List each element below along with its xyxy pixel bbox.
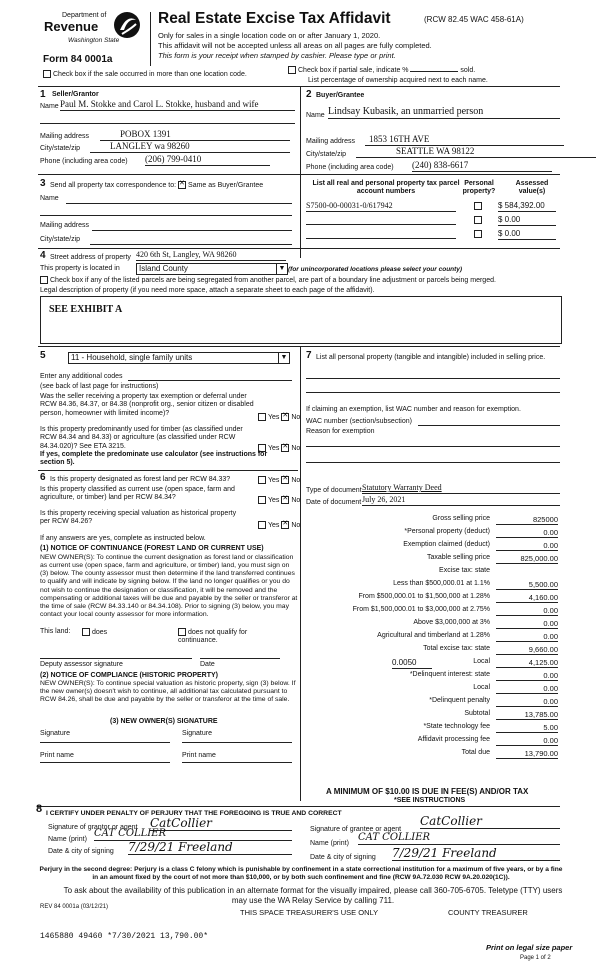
tax-row2-2-label: *Delinquent penalty [429, 697, 490, 704]
personal-property-check[interactable] [474, 202, 482, 210]
local-rate-field[interactable]: 0.0050 [392, 658, 432, 669]
revenue-logo [40, 10, 142, 50]
predominant-use-note: If yes, complete the predominate use calculator (see instructions for section 5). [40, 451, 268, 467]
multi-location-check[interactable]: Check box if the sale occurred in more than one location code. [43, 70, 247, 79]
tax-row-6-label: From $500,000.01 to $1,500,000 at 1.28% [358, 593, 490, 600]
grantee-name-label: Name (print) [310, 840, 349, 847]
tax-row2-0-label: *Delinquent interest: state [409, 671, 490, 678]
tax-row-1-value[interactable]: 0.00 [496, 528, 558, 538]
segregated-check[interactable]: Check box if any of the listed parcels are being segregated from another parcel, are part of a boundary line adjustment or parcels being merged. [40, 276, 560, 285]
grantor-signature[interactable]: CatCollier [150, 816, 292, 831]
tax-row2-5-value[interactable]: 0.00 [496, 736, 558, 746]
seller-heading: Seller/Grantor [52, 91, 99, 98]
parcel-number[interactable] [306, 229, 456, 239]
chevron-down-icon: ▼ [276, 264, 287, 274]
buyer-name-label: Name [306, 112, 325, 119]
owner-signature-label-1: Signature [40, 730, 70, 737]
tax-row-7-value[interactable]: 0.00 [496, 606, 558, 616]
see-instructions: *SEE INSTRUCTIONS [394, 797, 466, 804]
tax-row-1-label: *Personal property (deduct) [404, 528, 490, 535]
grantor-name-field[interactable]: CAT COLLIER [94, 828, 292, 841]
section3-name-label: Name [40, 195, 59, 202]
grantor-date-field[interactable]: 7/29/21 Freeland [128, 840, 292, 855]
legal-size-note: Print on legal size paper [486, 943, 573, 952]
unincorp-note: (for unincorporated locations please select your county) [288, 266, 463, 273]
treasurer-use: THIS SPACE TREASURER'S USE ONLY [240, 908, 379, 917]
q-current-use: Is this property classified as current use (open space, farm and agriculture, or timber) land per RCW 84.34? [40, 486, 235, 502]
doc-date-field[interactable]: July 26, 2021 [362, 495, 560, 506]
grantee-name-field[interactable]: CAT COLLIER [358, 832, 560, 845]
header-note-1: Only for sales in a single location code on or after January 1, 2020. [158, 31, 381, 40]
tax-row-5-label: Less than $500,000.01 at 1.1% [393, 580, 490, 587]
notice-continuance-title: (1) NOTICE OF CONTINUANCE (FOREST LAND OR CURRENT USE) [40, 545, 264, 552]
notice-continuance-text: NEW OWNER(S): To continue the current designation as forest land or classification as current use (open space, farm and agriculture, or timber) land, you must sign on (3) below. The county assessor must then determine if the land transferred continues to qualify and will indicate by signing below. If the land no longer qualifies or you do not wish to continue the designation or classification, it will be removed and the compensating or additional taxes will be due and payable by the seller or transferor at the time of sale (RCW 84.33.140 or 84.34.108). Prior to signing (3) below, you may contact your local county assessor for more information. [40, 554, 298, 619]
parcels-heading: List all real and personal property tax parcel account numbers [312, 180, 460, 196]
tax-row2-1-label: Local [473, 684, 490, 691]
personal-property-header: Personal property? [462, 180, 496, 196]
header-note-2: This affidavit will not be accepted unless all areas on all pages are fully completed. [158, 41, 432, 50]
tax-row-9-value[interactable]: 0.00 [496, 632, 558, 642]
q-timber-agriculture: Is this property predominantly used for timber (as classified under RCW 84.34 and 84.33) or agriculture (as classified under RCW 84.34.020)? See ETA 3215. [40, 426, 243, 450]
grantor-name-label: Name (print) [48, 836, 87, 843]
owner-signature-label-2: Signature [182, 730, 212, 737]
additional-codes-label: Enter any additional codes [40, 373, 123, 380]
section3-text: Send all property tax correspondence to: ✕ Same as Buyer/Grantee [50, 181, 263, 190]
buyer-city-label: City/state/zip [306, 151, 347, 158]
street-label: Street address of property [50, 254, 131, 261]
seller-phone-label: Phone (including area code) [40, 158, 128, 165]
legal-description-box[interactable] [40, 296, 562, 344]
section3-mailing-label: Mailing address [40, 222, 90, 229]
tax-row-2-value[interactable]: 0.00 [496, 541, 558, 551]
partial-sale-check[interactable]: Check box if partial sale, indicate % sold. [288, 66, 475, 75]
q-forest-land: Is this property designated as forest land per RCW 84.33? [50, 476, 231, 483]
q2-yes-no[interactable]: Yes ✕ No [258, 444, 300, 453]
parcel-number[interactable] [306, 215, 456, 225]
current-use-yes-no[interactable]: Yes ✕ No [258, 496, 300, 505]
q-exemption-deferral: Was the seller receiving a property tax exemption or deferral under RCW 84.36, 84.37, or 84.38 (nonprofit org., senior citizen or disabled person, homeowner with limited income)? [40, 393, 254, 417]
form-number: Form 84 0001a [43, 54, 113, 65]
parcel-number[interactable]: S7500-00-00031-0/617942 [306, 201, 456, 212]
tax-row-10-label: Total excise tax: state [423, 645, 490, 652]
perjury-notice: Perjury in the second degree: Perjury is a class C felony which is punishable by confinement in a state correctional institution for a maximum of five years, or by a fine in an amount fixed by the court of not more than $10,000, or by both such confinement and fine (RCW 9A.72.030 RCW 9A.20.020(1C)). [39, 866, 563, 881]
use-code-select[interactable]: 11 - Household, single family units ▼ [68, 352, 290, 364]
tax-row-4-label: Excise tax: state [439, 567, 490, 574]
buyer-name-field[interactable]: Lindsay Kubasik, an unmarried person [328, 106, 560, 119]
personal-property-check[interactable] [474, 216, 482, 224]
q1-yes-no[interactable]: Yes ✕ No [258, 413, 300, 422]
same-as-buyer-check[interactable] [178, 181, 186, 189]
this-land-label: This land: [40, 628, 71, 635]
rcw-ref: (RCW 82.45 WAC 458-61A) [424, 15, 524, 24]
deputy-sig-label: Deputy assessor signature [40, 661, 123, 668]
located-label: This property is located in [40, 265, 120, 272]
rev-number: REV 84 0001a (03/12/21) [40, 904, 109, 910]
tax-row-3-value[interactable]: 825,000.00 [496, 554, 558, 564]
notice-compliance-text: NEW OWNER(S): To continue special valuation as historic property, sign (3) below. If the new owner(s) doesn't wish to continue, all additional tax calculated pursuant to RCW 84.26, shall be due and payable by the seller or transferor at the time of sale. [40, 680, 296, 704]
doc-type-label: Type of document [306, 487, 362, 494]
sig-grantee-label: Signature of grantee or agent [310, 826, 402, 833]
doc-date-label: Date of document [306, 499, 362, 506]
tax-row-8-value[interactable]: 0.00 [496, 619, 558, 629]
tax-row2-6-label: Total due [461, 749, 490, 756]
wac-label: WAC number (section/subsection) [306, 418, 412, 425]
county-select[interactable]: Island County ▼ [136, 263, 288, 275]
tax-row-2-label: Exemption claimed (deduct) [403, 541, 490, 548]
see-back-label: (see back of last page for instructions) [40, 383, 159, 390]
tax-row-10-value[interactable]: 9,660.00 [496, 645, 558, 655]
assessed-value[interactable]: $ 0.00 [498, 229, 556, 240]
tax-row-5-value[interactable]: 5,500.00 [496, 580, 558, 590]
new-owner-sig-title: (3) NEW OWNER(S) SIGNATURE [110, 718, 218, 725]
legal-desc-label: Legal description of property (if you need more space, attach a separate sheet to each page of the affidavit). [40, 287, 375, 294]
buyer-phone-label: Phone (including area code) [306, 164, 394, 171]
page-title: Real Estate Excise Tax Affidavit [158, 10, 391, 27]
tax-row2-3-label: Subtotal [464, 710, 490, 717]
seller-city-label: City/state/zip [40, 145, 81, 152]
seller-mailing-label: Mailing address [40, 133, 90, 140]
revenue-swirl-icon [112, 10, 142, 40]
buyer-phone-field[interactable]: (240) 838-6617 [412, 160, 552, 172]
forest-yes-no[interactable]: Yes ✕ No [258, 476, 300, 485]
buyer-heading: Buyer/Grantee [316, 92, 365, 99]
revenue-wordmark: Revenue [44, 19, 99, 34]
tax-row2-2-value[interactable]: 0.00 [496, 697, 558, 707]
deputy-date-label: Date [200, 661, 215, 668]
reason-label: Reason for exemption [306, 428, 375, 435]
county-treasurer: COUNTY TREASURER [448, 908, 528, 917]
assessed-value-header: Assessed value(s) [515, 180, 549, 196]
tax-row2-1-value[interactable]: 0.00 [496, 684, 558, 694]
buyer-num: 2 [306, 89, 312, 100]
q-historical: Is this property receiving special valuation as historical property per RCW 84.26? [40, 510, 237, 526]
grantee-date-label: Date & city of signing [310, 854, 376, 861]
tax-row-9-label: Agricultural and timberland at 1.28% [377, 632, 490, 639]
personal-property-check[interactable] [474, 230, 482, 238]
section6-num: 6 [40, 472, 46, 483]
minimum-due-note: A MINIMUM OF $10.00 IS DUE IN FEE(S) AND/OR TAX [326, 787, 529, 796]
section7-num: 7 [306, 350, 312, 361]
section8-num: 8 [36, 803, 43, 815]
grantor-date-label: Date & city of signing [48, 848, 114, 855]
tax-row-7-label: From $1,500,000.01 to $3,000,000 at 2.75% [352, 606, 490, 613]
seller-num: 1 [40, 89, 46, 100]
street-field[interactable]: 420 6th St, Langley, WA 98260 [136, 250, 286, 261]
tax-row2-4-label: *State technology fee [423, 723, 490, 730]
certify-statement: I CERTIFY UNDER PENALTY OF PERJURY THAT THE FOREGOING IS TRUE AND CORRECT [46, 810, 342, 817]
tax-row-0-value[interactable]: 825000 [496, 515, 558, 525]
header-note-3: This form is your receipt when stamped by cashier. Please type or print. [158, 51, 396, 60]
seller-name-field[interactable]: Paul M. Stokke and Carol L. Stokke, husband and wife [60, 99, 295, 111]
section5-num: 5 [40, 350, 46, 361]
tax-row-8-label: Above $3,000,000 at 3% [413, 619, 490, 626]
tax-local-label: Local [473, 658, 490, 665]
alt-format-notice: To ask about the availability of this publication in an alternate format for the visually impaired, please call 360-705-6705. Teletype (TTY) users may use the WA Relay Service by calling 711. [63, 886, 563, 905]
tax-row2-4-value[interactable]: 5.00 [496, 723, 558, 733]
land-does-not-check[interactable]: does not qualify for continuance. [178, 628, 248, 645]
tax-row-3-label: Taxable selling price [426, 554, 490, 561]
tax-row2-6-value[interactable]: 13,790.00 [496, 749, 558, 759]
tax-row2-3-value[interactable]: 13,785.00 [496, 710, 558, 720]
historical-yes-no[interactable]: Yes ✕ No [258, 521, 300, 530]
notice-compliance-title: (2) NOTICE OF COMPLIANCE (HISTORIC PROPERTY) [40, 672, 218, 679]
section3-num: 3 [40, 178, 46, 189]
assessed-value[interactable]: $ 584,392.00 [498, 201, 556, 212]
state-label: Washington State [68, 37, 120, 44]
grantee-signature[interactable]: CatCollier [420, 814, 560, 829]
list-pct-note: List percentage of ownership acquired next to each name. [308, 77, 488, 84]
tax-row-0-label: Gross selling price [432, 515, 490, 522]
tax-local-value[interactable]: 4,125.00 [496, 658, 558, 668]
parcel-row-3 [306, 229, 560, 240]
seller-phone-field[interactable]: (206) 799-0410 [145, 154, 270, 166]
buyer-mailing-label: Mailing address [306, 138, 356, 145]
seller-mailing-field[interactable]: POBOX 1391 [100, 129, 290, 141]
parcel-row-1 [306, 201, 560, 212]
dept-of-label: Department of [62, 12, 107, 19]
sig-grantor-label: Signature of grantor or agent [48, 824, 138, 831]
seller-city-field[interactable]: LANGLEY wa 98260 [90, 141, 290, 153]
cashier-receipt-stamp: 1465880 49460 *7/30/2021 13,790.00* [40, 932, 209, 941]
grantee-date-field[interactable]: 7/29/21 Freeland [392, 846, 560, 861]
assessed-value[interactable]: $ 0.00 [498, 215, 556, 226]
any-yes-note: If any answers are yes, complete as instructed below. [40, 535, 206, 542]
tax-row2-0-value[interactable]: 0.00 [496, 671, 558, 681]
tax-row-6-value[interactable]: 4,160.00 [496, 593, 558, 603]
personal-property-list-label: List all personal property (tangible and intangible) included in selling price. [316, 354, 546, 361]
doc-type-field[interactable]: Statutory Warranty Deed [362, 483, 560, 494]
land-does-check[interactable]: does [82, 628, 107, 637]
section3-city-label: City/state/zip [40, 236, 81, 243]
buyer-city-field[interactable]: SEATTLE WA 98122 [356, 146, 596, 158]
page-number: Page 1 of 2 [520, 955, 551, 961]
legal-description-text: SEE EXHIBIT A [49, 304, 123, 315]
tax-row2-5-label: Affidavit processing fee [417, 736, 490, 743]
owner-print-label-2: Print name [182, 752, 216, 759]
chevron-down-icon: ▼ [278, 353, 289, 363]
seller-name-label: Name [40, 103, 59, 110]
owner-print-label-1: Print name [40, 752, 74, 759]
exemption-label: If claiming an exemption, list WAC number and reason for exemption. [306, 406, 521, 413]
section4-num: 4 [40, 250, 46, 261]
buyer-mailing-field[interactable]: 1853 16TH AVE [365, 134, 564, 146]
parcel-row-2 [306, 215, 560, 226]
